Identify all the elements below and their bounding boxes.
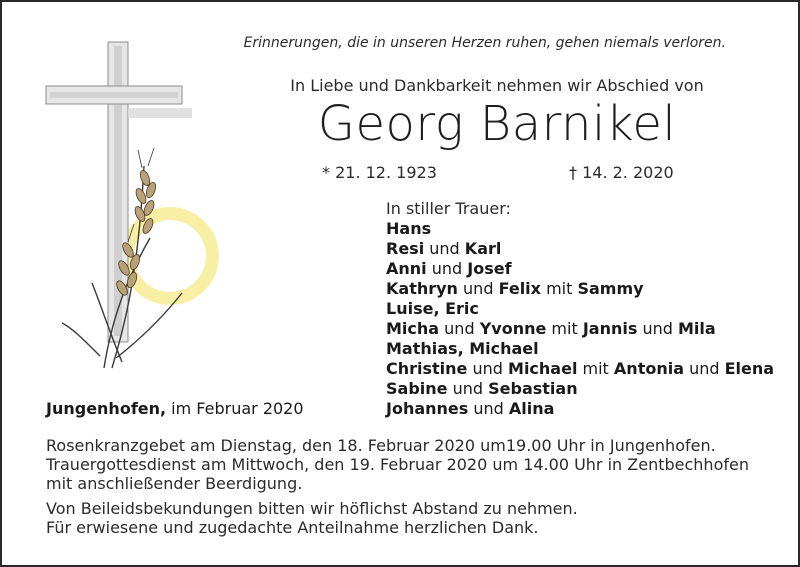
- mourner-connector: mit: [540, 279, 578, 298]
- closing-line: Für erwiesene und zugedachte Anteilnahme herzlichen Dank.: [46, 518, 539, 537]
- place-date-line: [46, 399, 304, 418]
- mourner-connector: und: [684, 359, 725, 378]
- mourner-name: Elena: [724, 359, 775, 378]
- intro-line: In Liebe und Dankbarkeit nehmen wir Abschied von: [290, 76, 704, 95]
- mourner-line: [386, 319, 774, 339]
- details-line: Rosenkranzgebet am Dienstag, den 18. Februar 2020 um19.00 Uhr in Jungenhofen.: [46, 436, 716, 455]
- details-line: mit anschließender Beerdigung.: [46, 474, 303, 493]
- mourner-name: Mathias, Michael: [386, 339, 539, 358]
- place-date: im Februar 2020: [166, 399, 304, 418]
- mourner-line: [386, 339, 774, 359]
- mourner-name: Josef: [467, 259, 512, 278]
- mourner-name: Anni: [386, 259, 427, 278]
- mourner-connector: mit: [546, 319, 583, 338]
- mourner-name: Micha: [386, 319, 440, 338]
- mourner-line: [386, 359, 774, 379]
- mourner-name: Karl: [464, 239, 502, 258]
- mourner-name: Felix: [498, 279, 541, 298]
- mourner-name: Christine: [386, 359, 468, 378]
- closing-line: Von Beileidsbekundungen bitten wir höflichst Abstand zu nehmen.: [46, 499, 578, 518]
- mourner-name: Jannis: [582, 319, 638, 338]
- mourner-name: Sebastian: [488, 379, 578, 398]
- memorial-quote: Erinnerungen, die in unseren Herzen ruhen, gehen niemals verloren.: [243, 35, 726, 51]
- mourners-list: [386, 219, 774, 419]
- mourner-connector: und: [426, 259, 468, 278]
- mourner-connector: und: [447, 379, 489, 398]
- mourner-line: [386, 379, 774, 399]
- deceased-name: Georg Barnikel: [317, 96, 677, 152]
- mourner-connector: und: [637, 319, 678, 338]
- mourner-name: Yvonne: [479, 319, 547, 338]
- mourner-name: Mila: [677, 319, 716, 338]
- mourner-line: [386, 279, 774, 299]
- mourner-connector: und: [457, 279, 499, 298]
- death-date: † 14. 2. 2020: [569, 163, 674, 182]
- mourner-name: Hans: [386, 219, 432, 238]
- mourner-connector: und: [439, 319, 480, 338]
- mourners-block: [386, 199, 774, 419]
- mourner-name: Johannes: [386, 399, 469, 418]
- mourner-name: Resi: [386, 239, 425, 258]
- mourner-name: Kathryn: [386, 279, 458, 298]
- mourner-name: Michael: [508, 359, 578, 378]
- mourner-connector: und: [468, 399, 509, 418]
- mourner-line: [386, 299, 774, 319]
- mourner-line: [386, 219, 774, 239]
- mourner-connector: mit: [577, 359, 614, 378]
- details-line: Trauergottesdienst am Mittwoch, den 19. Februar 2020 um 14.00 Uhr in Zentbechhofen: [46, 455, 749, 474]
- mourner-connector: und: [467, 359, 509, 378]
- mourner-name: Sabine: [386, 379, 448, 398]
- birth-date: * 21. 12. 1923: [322, 163, 437, 182]
- mourner-name: Alina: [508, 399, 555, 418]
- mourner-connector: und: [424, 239, 465, 258]
- place-town: Jungenhofen,: [46, 399, 167, 418]
- mourner-line: [386, 239, 774, 259]
- mourner-line: [386, 259, 774, 279]
- mourner-line: [386, 399, 774, 419]
- mourner-name: Luise, Eric: [386, 299, 479, 318]
- mourner-name: Antonia: [613, 359, 685, 378]
- mourning-heading: In stiller Trauer:: [386, 199, 511, 218]
- service-details: [46, 436, 749, 537]
- mourner-name: Sammy: [577, 279, 644, 298]
